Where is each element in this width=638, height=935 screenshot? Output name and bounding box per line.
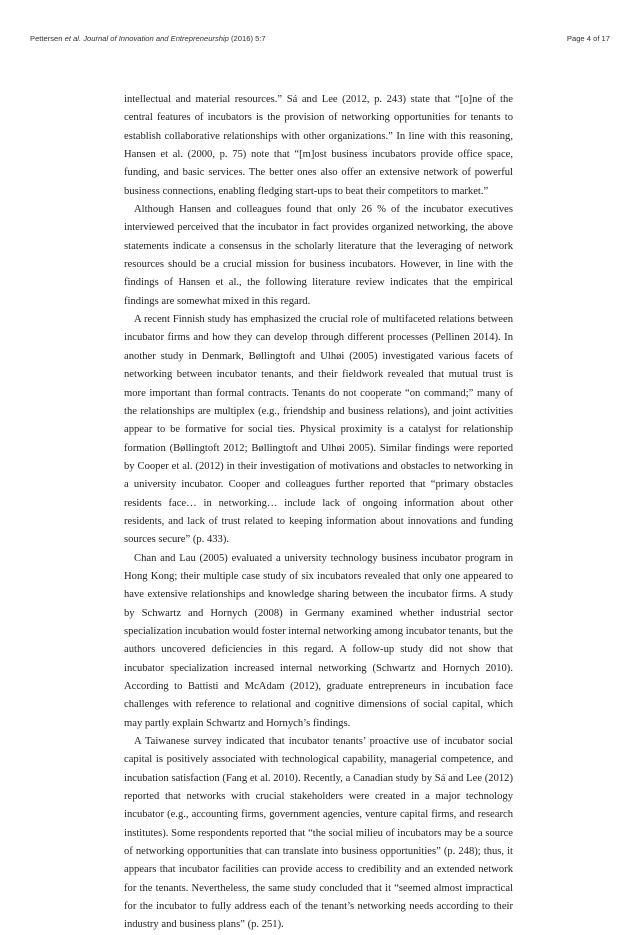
header-journal: Journal of Innovation and Entrepreneurship — [83, 34, 229, 43]
article-body — [124, 91, 513, 935]
page-number: Page 4 of 17 — [566, 34, 610, 43]
header-authors: Pettersen — [30, 34, 63, 43]
paragraph-hong-kong-study: Chan and Lau (2005) evaluated a university technology business incubator program in Hong Kong; their multiple case study of six incubators revealed that only one appeared to have extensive relationships and knowledge sharing between the incubator firms. A study by Schwartz and Hornych (2008) in Germany examined whether industrial sector specialization incubation would foster internal networking among incubator tenants, but the authors uncovered deficiencies in this regard. A follow-up study did not show that incubator specialization increased internal networking (Schwartz and Hornych 2010). According to Battisti and McAdam (2012), graduate entrepreneurs in incubation face challenges with reference to relational and cognitive dimensions of social capital, which may partly explain Schwartz and Hornych’s findings. — [124, 552, 513, 729]
header-year-volume: (2016) 5:7 — [231, 34, 266, 43]
paragraph-taiwanese-survey: A Taiwanese survey indicated that incubator tenants’ proactive use of incubator social capital is positively associated with technological capability, managerial competence, and incubation satisfaction (Fang et al. 2010). Recently, a Canadian study by Sá and Lee (2012) reported that networks with crucial stakeholders were created in a major technology incubator (e.g., accounting firms, government agencies, venture capital firms, and research institutes). Some respondents reported that “the social milieu of incubators may be a source of networking opportunities that can translate into business opportunities” (p. 248); thus, it appears that incubator facilities can provide access to credibility and an extended network for the tenants. Nevertheless, the same study concluded that it “seemed almost impractical for the incubator to fully address each of the tenant’s networking needs according to their industry and business plans” (p. 251). — [124, 736, 513, 931]
paragraph-continuation: intellectual and material resources.” Sá and Lee (2012, p. 243) state that “[o]ne of the central features of incubators is the provision of networking opportunities for tenants to establish collaborative relationships with other organizations.” In line with this reasoning, Hansen et al. (2000, p. 75) note that “[m]ost business incubators provide office space, funding, and basic services. The better ones also offer an extensive network of powerful business connections, enabling fledging start-ups to beat their competitors to market.” — [124, 94, 513, 197]
paragraph-finnish-study: A recent Finnish study has emphasized the crucial role of multifaceted relations between incubator firms and how they can develop through different processes (Pellinen 2014). In another study in Denmark, Bøllingtoft and Ulhøi (2005) investigated various facets of networking between incubator tenants, and their fieldwork revealed that mutual trust is more important than formal contracts. Tenants do not cooperate “on command;” many of the relationships are multiplex (e.g., friendship and business relations), and joint activities appear to be formative for social ties. Physical proximity is a catalyst for relationship formation (Bøllingtoft 2012; Bøllingtoft and Ulhøi 2005). Similar findings were reported by Cooper et al. (2012) in their investigation of motivations and obstacles to networking in a university incubator. Cooper and colleagues further reported that “primary obstacles residents face… in networking… include lack of ongoing information about other residents, and lack of trust related to keeping information about innovations and funding sources secure” (p. 433). — [124, 314, 513, 546]
citation-line — [30, 34, 266, 43]
paragraph-hansen-findings: Although Hansen and colleagues found that only 26 % of the incubator executives interviewed perceived that the incubator in fact provides organized networking, the above statements indicate a consensus in the scholarly literature that the leveraging of network resources should be a crucial mission for business incubators. However, in line with the findings of Hansen et al., the following literature review indicates that the empirical findings are somewhat mixed in this regard. — [124, 204, 513, 307]
running-header — [30, 34, 610, 48]
header-et-al: et al. — [64, 34, 82, 43]
